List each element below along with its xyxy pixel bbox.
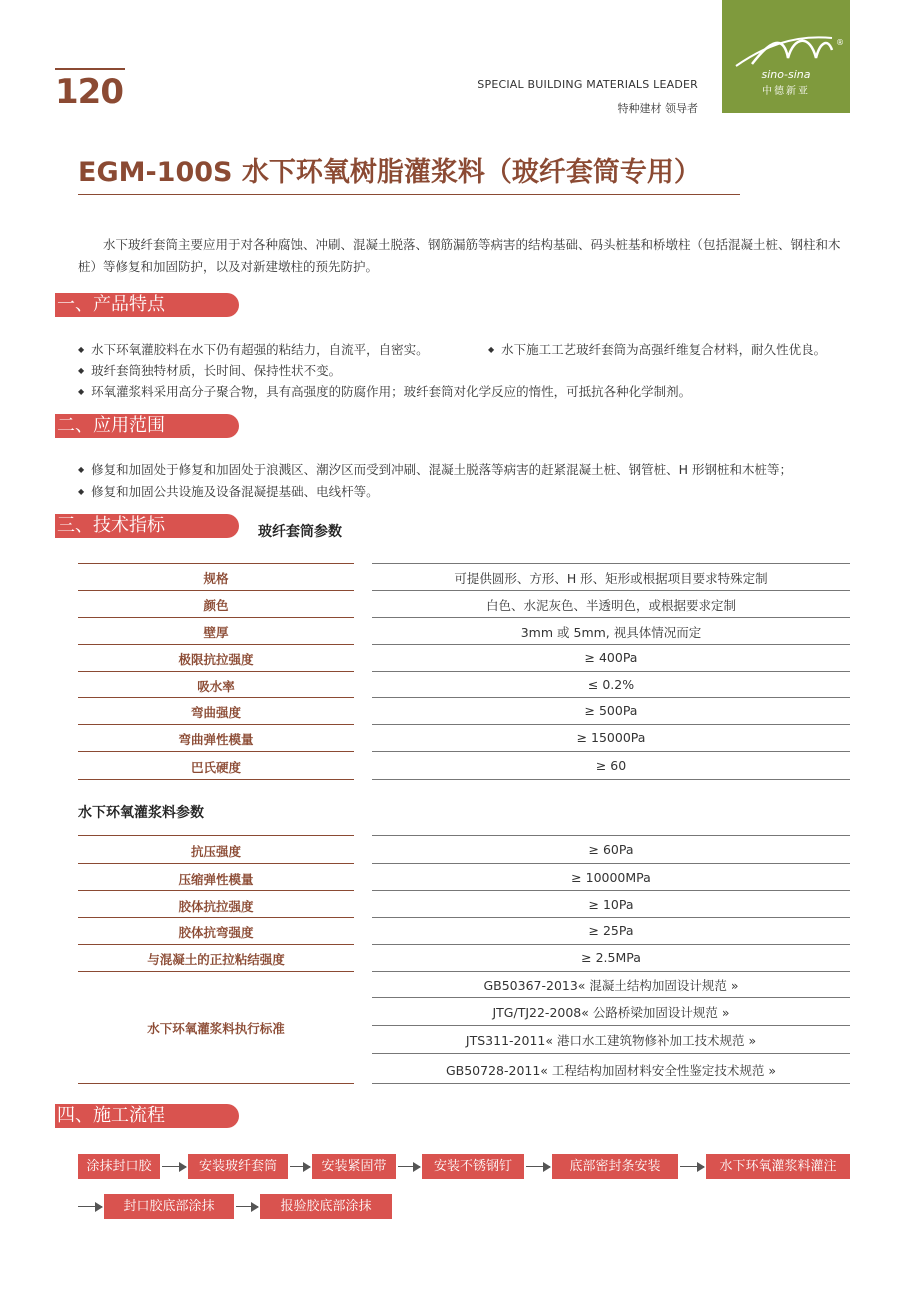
table-rule <box>372 835 850 836</box>
table-row-value: 3mm 或 5mm, 视具体情况而定 <box>520 625 702 640</box>
table-row-name: 压缩弹性模量 <box>178 872 254 887</box>
intro-paragraph: 水下玻纤套筒主要应用于对各种腐蚀、冲刷、混凝土脱落、钢筋漏筋等病害的结构基础、码头桩基和桥墩柱（包括混凝土桩、钢柱和木桩）等修复和加固防护，以及对新建墩柱的预先防护。 <box>78 237 841 274</box>
table-row-name: 胶体抗弯强度 <box>178 925 254 940</box>
table-rule <box>372 590 850 591</box>
table-row-name: 弯曲强度 <box>190 705 241 720</box>
table-rule <box>78 890 354 891</box>
table-rule <box>372 1053 850 1054</box>
table-row-value: ≥ 25Pa <box>588 923 634 938</box>
table-row-value: 可提供圆形、方形、H 形、矩形或根据项目要求特殊定制 <box>454 571 768 586</box>
sleeve-params-title: 玻纤套筒参数 <box>258 524 342 540</box>
table-rule <box>78 835 354 836</box>
section-heading-process: 四、施工流程 <box>55 1104 239 1128</box>
slogan-chinese: 特种建材 领导者 <box>617 102 698 115</box>
standards-label: 水下环氧灌浆料执行标准 <box>147 1021 285 1036</box>
table-row-value: ≥ 400Pa <box>584 650 638 665</box>
page-number: 120 <box>55 68 125 112</box>
table-row-name: 吸水率 <box>197 679 235 694</box>
table-rule <box>372 697 850 698</box>
logo-swoosh-icon <box>732 28 840 70</box>
title-underline <box>78 194 740 195</box>
table-rule <box>78 563 354 564</box>
arrow-right-icon <box>290 1166 310 1167</box>
arrow-right-icon <box>398 1166 420 1167</box>
arrow-right-icon <box>162 1166 186 1167</box>
logo-name-chinese: 中德新亚 <box>762 86 810 97</box>
table-row-name: 巴氏硬度 <box>190 760 241 775</box>
process-step-5: 底部密封条安装 <box>552 1154 678 1179</box>
table-rule <box>78 671 354 672</box>
arrow-right-icon <box>236 1206 258 1207</box>
table-rule <box>78 751 354 752</box>
process-step-4: 安装不锈钢钉 <box>422 1154 524 1179</box>
logo-registered-mark: ® <box>836 38 844 47</box>
arrow-right-icon <box>78 1206 102 1207</box>
table-row-value: ≥ 2.5MPa <box>581 950 641 965</box>
table-rule <box>78 944 354 945</box>
table-rule <box>78 617 354 618</box>
feature-item-4: ◆ 环氧灌浆料采用高分子聚合物，具有高强度的防腐作用；玻纤套筒对化学反应的惰性，可抵抗各种化学制剂。 <box>78 382 691 400</box>
section-heading-specs: 三、技术指标 <box>55 514 239 538</box>
table-rule <box>372 617 850 618</box>
standard-item: GB50728-2011« 工程结构加固材料安全性鉴定技术规范 » <box>445 1063 777 1078</box>
table-rule <box>372 971 850 972</box>
table-rule <box>372 724 850 725</box>
process-step-8: 报验胶底部涂抹 <box>260 1194 392 1219</box>
table-rule <box>372 863 850 864</box>
slogan-english: SPECIAL BUILDING MATERIALS LEADER <box>477 78 698 91</box>
feature-item-3: ◆ 玻纤套筒独特材质，长时间、保持性状不变。 <box>78 361 341 379</box>
process-step-7: 封口胶底部涂抹 <box>104 1194 234 1219</box>
process-step-3: 安装紧固带 <box>312 1154 396 1179</box>
table-rule <box>372 917 850 918</box>
table-rule <box>78 590 354 591</box>
arrow-right-icon <box>680 1166 704 1167</box>
table-rule <box>78 724 354 725</box>
table-row-value: ≥ 60Pa <box>588 842 634 857</box>
brand-logo <box>722 0 850 113</box>
feature-item-1: ◆ 水下环氧灌胶料在水下仍有超强的粘结力，自流平，自密实。 <box>78 340 429 358</box>
table-rule <box>372 671 850 672</box>
table-rule <box>372 997 850 998</box>
process-step-2: 安装玻纤套筒 <box>188 1154 288 1179</box>
process-step-6: 水下环氧灌浆料灌注 <box>706 1154 850 1179</box>
table-rule <box>372 563 850 564</box>
table-row-value: 白色、水泥灰色、半透明色，或根据要求定制 <box>485 598 736 613</box>
table-rule <box>78 697 354 698</box>
table-rule <box>372 944 850 945</box>
table-row-name: 抗压强度 <box>190 844 241 859</box>
process-step-1: 涂抹封口胶 <box>78 1154 160 1179</box>
application-item-2: ◆ 修复和加固公共设施及设备混凝提基础、电线杆等。 <box>78 482 379 500</box>
table-rule <box>78 971 354 972</box>
table-rule <box>78 1083 354 1084</box>
page-title: EGM-100S 水下环氧树脂灌浆料（玻纤套筒专用） <box>78 157 701 188</box>
table-rule <box>372 1025 850 1026</box>
table-row-name: 极限抗拉强度 <box>178 652 254 667</box>
arrow-right-icon <box>526 1166 550 1167</box>
table-rule <box>372 644 850 645</box>
table-rule <box>372 890 850 891</box>
table-rule <box>372 779 850 780</box>
table-row-name: 颜色 <box>203 598 229 613</box>
table-rule <box>78 917 354 918</box>
table-rule <box>372 751 850 752</box>
table-row-name: 壁厚 <box>203 625 229 640</box>
standard-item: GB50367-2013« 混凝土结构加固设计规范 » <box>483 978 739 993</box>
table-row-value: ≥ 10000MPa <box>571 870 651 885</box>
standard-item: JTS311-2011« 港口水工建筑物修补加工技术规范 » <box>465 1033 757 1048</box>
table-row-name: 规格 <box>203 571 229 586</box>
section-heading-features: 一、产品特点 <box>55 293 239 317</box>
table-row-value: ≥ 15000Pa <box>576 730 646 745</box>
table-row-name: 与混凝土的正拉粘结强度 <box>147 952 285 967</box>
logo-name-english: sino-sina <box>761 68 811 81</box>
table-rule <box>78 863 354 864</box>
table-row-value: ≤ 0.2% <box>587 677 635 692</box>
standard-item: JTG/TJ22-2008« 公路桥梁加固设计规范 » <box>492 1005 730 1020</box>
section-heading-applications: 二、应用范围 <box>55 414 239 438</box>
table-rule <box>78 644 354 645</box>
table-row-name: 弯曲弹性模量 <box>178 732 254 747</box>
table-row-name: 胶体抗拉强度 <box>178 899 254 914</box>
table-row-value: ≥ 10Pa <box>588 897 634 912</box>
feature-item-2: ◆ 水下施工工艺玻纤套筒为高强纤维复合材料，耐久性优良。 <box>488 340 826 358</box>
table-row-value: ≥ 500Pa <box>584 703 638 718</box>
table-rule <box>372 1083 850 1084</box>
table-row-value: ≥ 60 <box>595 758 627 773</box>
application-item-1: ◆ 修复和加固处于修复和加固处于浪溅区、潮汐区而受到冲刷、混凝土脱落等病害的赶紧混凝土桩、钢管桩、H 形钢桩和木桩等； <box>78 460 792 478</box>
grout-params-title: 水下环氧灌浆料参数 <box>78 805 204 821</box>
table-rule <box>78 779 354 780</box>
